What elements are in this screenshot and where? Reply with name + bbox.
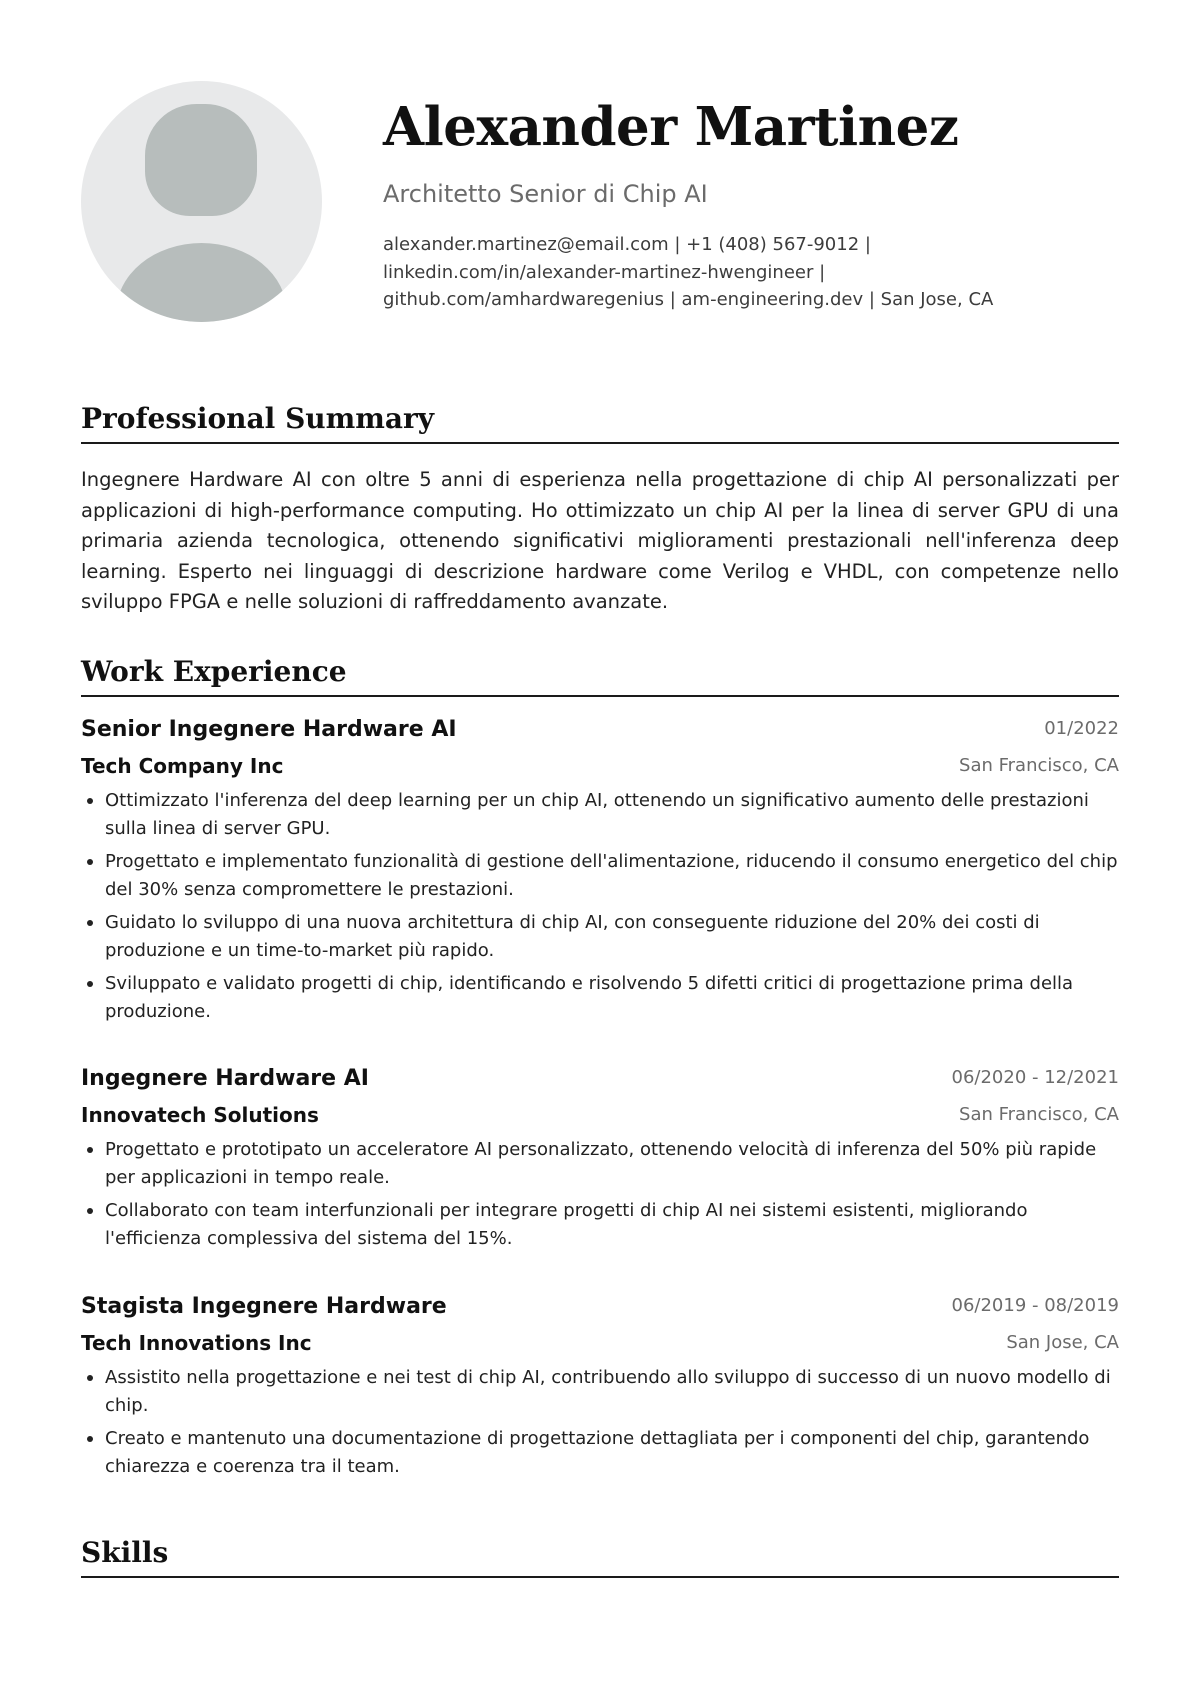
job-bullet: Assistito nella progettazione e nei test di chip AI, contribuendo allo sviluppo di successo di un nuovo modello di chip. <box>81 1364 1119 1419</box>
job-bullet: Guidato lo sviluppo di una nuova architettura di chip AI, con conseguente riduzione del 20% dei costi di produzione e un time-to-market più rapido. <box>81 909 1119 964</box>
job-bullet: Creato e mantenuto una documentazione di progettazione dettagliata per i componenti del chip, garantendo chiarezza e coerenza tra il team. <box>81 1425 1119 1480</box>
job-company: Innovatech Solutions <box>81 1103 319 1127</box>
contact-info: alexander.martinez@email.com | +1 (408) 567-9012 | linkedin.com/in/alexander-martinez-hwengineer | github.com/amhardwaregenius | am-engineering.dev | San Jose, CA <box>383 234 994 310</box>
job-bullets <box>81 787 1119 1031</box>
candidate-name: Alexander Martinez <box>383 96 959 158</box>
candidate-role: Architetto Senior di Chip AI <box>383 180 708 208</box>
summary-text: Ingegnere Hardware AI con oltre 5 anni di esperienza nella progettazione di chip AI personalizzati per applicazioni di high-performance computing. Ho ottimizzato un chip AI per la linea di server GPU di una primaria azienda tecnologica, ottenendo significativi miglioramenti prestazionali nell'inferenza deep learning. Esperto nei linguaggi di descrizione hardware come Verilog e VHDL, con competenze nello sviluppo FPGA e nelle soluzioni di raffreddamento avanzate. <box>81 468 1119 613</box>
job-location: San Jose, CA <box>1006 1332 1119 1353</box>
section-title-experience: Work Experience <box>81 655 1119 697</box>
avatar-placeholder-icon <box>81 81 322 322</box>
job-location: San Francisco, CA <box>959 755 1119 776</box>
job-bullets <box>81 1364 1119 1486</box>
job-bullet: Sviluppato e validato progetti di chip, identificando e risolvendo 5 difetti critici di progettazione prima della produzione. <box>81 970 1119 1025</box>
avatar-head-shape <box>145 104 257 216</box>
job-bullets <box>81 1136 1119 1258</box>
job-date: 06/2020 - 12/2021 <box>951 1067 1119 1088</box>
job-date: 06/2019 - 08/2019 <box>951 1295 1119 1316</box>
job-title: Senior Ingegnere Hardware AI <box>81 717 457 742</box>
job-title: Stagista Ingegnere Hardware <box>81 1294 447 1319</box>
job-bullet: Progettato e implementato funzionalità di gestione dell'alimentazione, riducendo il consumo energetico del chip del 30% senza compromettere le prestazioni. <box>81 848 1119 903</box>
job-bullet: Ottimizzato l'inferenza del deep learning per un chip AI, ottenendo un significativo aumento delle prestazioni sulla linea di server GPU. <box>81 787 1119 842</box>
avatar-shoulders-shape <box>116 243 287 322</box>
job-bullet: Progettato e prototipato un acceleratore AI personalizzato, ottenendo velocità di inferenza del 50% più rapide per applicazioni in tempo reale. <box>81 1136 1119 1191</box>
job-company: Tech Company Inc <box>81 754 284 778</box>
job-location: San Francisco, CA <box>959 1104 1119 1125</box>
job-date: 01/2022 <box>1044 718 1119 739</box>
job-bullet: Collaborato con team interfunzionali per integrare progetti di chip AI nei sistemi esistenti, migliorando l'efficienza complessiva del sistema del 15%. <box>81 1197 1119 1252</box>
section-title-summary: Professional Summary <box>81 402 1119 444</box>
job-title: Ingegnere Hardware AI <box>81 1066 369 1091</box>
section-title-skills: Skills <box>81 1536 1119 1578</box>
job-company: Tech Innovations Inc <box>81 1331 312 1355</box>
